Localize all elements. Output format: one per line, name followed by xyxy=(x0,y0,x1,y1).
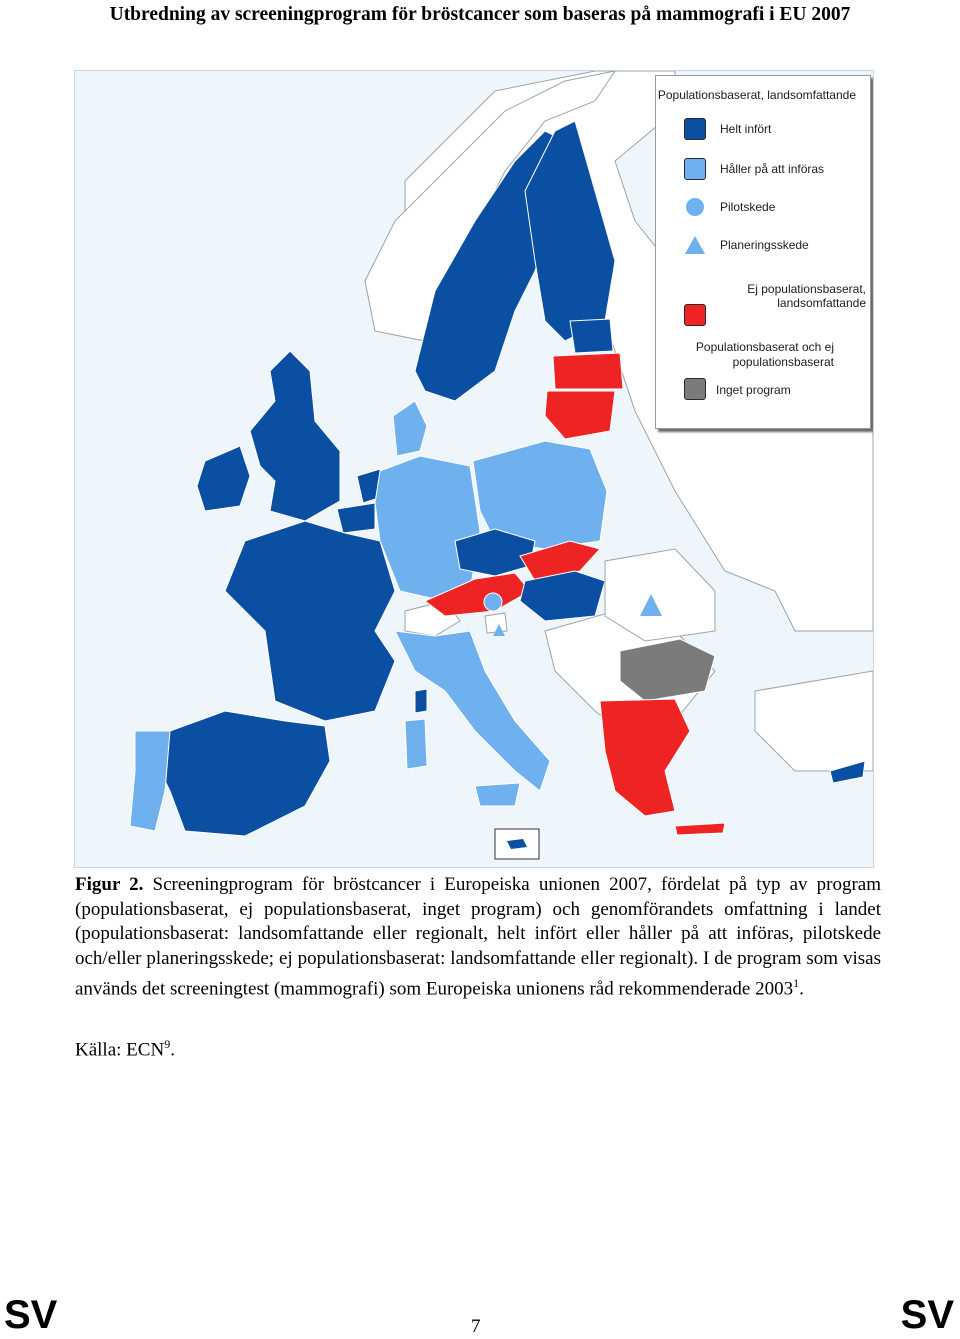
country-spain xyxy=(155,711,330,836)
country-lithuania xyxy=(545,391,615,439)
country-france xyxy=(225,521,395,721)
legend-red-label: Populationsbaserat och ej populationsbaserat xyxy=(695,340,834,369)
red-square-icon xyxy=(684,304,706,326)
country-crete xyxy=(675,823,725,835)
legend-heading-non-population: Ej populationsbaserat, landsomfattande xyxy=(747,282,866,310)
country-sardinia xyxy=(405,719,427,769)
country-ireland xyxy=(197,446,250,511)
country-greece xyxy=(600,699,690,816)
pilot-marker xyxy=(484,593,502,611)
blue-triangle-icon xyxy=(685,236,705,254)
legend-item-pilotskede: Pilotskede xyxy=(656,196,870,226)
caption-ref: 1 xyxy=(793,976,800,991)
map-legend xyxy=(655,75,871,429)
page-title: Utbredning av screeningprogram för bröstcancer som baseras på mammografi i EU 2007 xyxy=(109,4,851,25)
legend-item-planeringsskede: Planeringsskede xyxy=(656,234,870,264)
caption-label: Figur 2. xyxy=(75,874,144,895)
country-denmark xyxy=(393,401,427,456)
caption-text: Screeningprogram för bröstcancer i Europeiska unionen 2007, fördelat på typ av program (populationsbaserat, ej populationsbaserat, inget program) och genomförandets omfattning i landet (populationsbaserat: landsomfattande eller regionalt, helt infört eller håller på att införas, pilotskede och/eller planeringsskede; ej populationsbaserat: landsomfattande eller regionalt). I de program som visas används det screeningtest (mammografi) som Europeiska unionens råd rekommenderade 2003 xyxy=(75,874,882,1000)
country-portugal xyxy=(130,731,170,831)
country-belgium xyxy=(337,503,375,533)
light-blue-square-icon xyxy=(684,158,706,180)
country-uk xyxy=(250,351,340,521)
legend-item-helt-infort: Helt infört xyxy=(656,118,870,148)
legend-gray-label: Inget program xyxy=(716,383,791,397)
country-sicily xyxy=(475,783,520,806)
source-line: Källa: ECN$^9$. xyxy=(75,1037,175,1061)
country-corsica xyxy=(415,689,427,713)
footer-language-left: SV xyxy=(4,1293,58,1337)
dark-blue-square-icon xyxy=(684,118,706,140)
blue-circle-icon xyxy=(686,198,704,216)
gray-square-icon xyxy=(684,378,706,400)
figure-caption: Figur 2. Screeningprogram för bröstcancer i Europeiska unionen 2007, fördelat på typ av program (populationsbaserat, ej populationsbaserat, inget program) och genomförandets omfattning i landet (populationsbaserat: landsomfattande eller regionalt, helt infört eller håller på att införas, pilotskede och/eller planeringsskede; ej populationsbaserat: landsomfattande eller regionalt). I de program som visas används det screeningtest (mammografi) som Europeiska unionens råd rekommenderade 2003$^1$. xyxy=(75,874,882,1000)
legend-heading-population: Populationsbaserat, landsomfattande xyxy=(657,88,856,102)
country-bulgaria xyxy=(620,639,715,701)
country-hungary xyxy=(520,571,605,621)
turkey-land xyxy=(755,671,873,771)
country-estonia xyxy=(570,319,613,353)
page-number: 7 xyxy=(471,1316,481,1337)
footer-language-right: SV xyxy=(900,1293,954,1337)
legend-item-haller-pa-att-inforas: Håller på att införas xyxy=(656,158,870,188)
country-latvia xyxy=(553,353,623,389)
europe-map xyxy=(74,70,874,868)
